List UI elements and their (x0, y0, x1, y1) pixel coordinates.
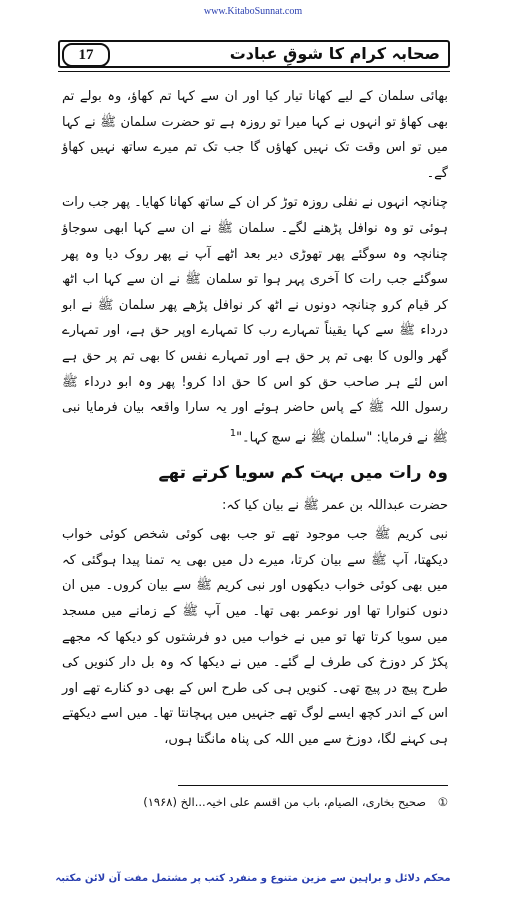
page-body (62, 84, 448, 757)
footnote-text: صحیح بخاری، الصیام، باب من اقسم علی اخیہ...الخ (۱۹۶۸) (143, 795, 427, 809)
footnote (62, 792, 448, 812)
footnote-marker: 1 (229, 427, 237, 439)
page-header (58, 40, 450, 68)
site-url[interactable]: www.KitaboSunnat.com (203, 6, 303, 17)
paragraph: بھائی سلمان کے لیے کھانا تیار کیا اور ان سے کہا تم کھاؤ، وہ بولے تم بھی کھاؤ تو انہوں نے کہا میرا تو روزہ ہے تو حضرت سلمان ﷺ نے کہا میں تو اس وقت تک نہیں کھاؤں گا جب تک تم میرے ساتھ نہیں کھاؤ گے۔ (62, 89, 448, 181)
paragraph-text: چنانچہ انہوں نے نفلی روزہ توڑ کر ان کے ساتھ کھانا کھایا۔ پھر جب رات ہوئی تو وہ نوافل پڑھنے لگے۔ سلمان ﷺ نے ان سے کہا ابھی سوجاؤ چنانچہ وہ سوگئے پھر تھوڑی دیر بعد اٹھے آپ نے پھر روک دیا وہ پھر سوگئے جب رات کا آخری پہر ہوا تو سلمان ﷺ نے ان سے کہا اب اٹھ کر قیام کرو چنانچہ دونوں نے اٹھ کر نوافل پڑھے پھر سلمان ﷺ نے ابو درداء ﷺ سے کہا یقیناً تمہارے رب کا تمہارے اوپر حق ہے، اور تمہارے گھر والوں کا بھی تم پر حق ہے اور تمہارے نفس کا بھی تم پر حق ہے اس لئے ہر صاحب حق کو اس کا حق ادا کرو! پھر وہ ابو درداء ﷺ رسول اللہ ﷺ کے پاس حاضر ہوئے اور یہ سارا واقعہ بیان فرمایا نبی ﷺ نے فرمایا: "سلمان ﷺ نے سچ کہا۔" (62, 195, 448, 446)
bottom-promo-banner[interactable]: محکم دلائل و براہین سے مزین متنوع و منفرد کتب پر مشتمل مفت آن لائن مکتبہ (55, 873, 451, 884)
footnote-divider (178, 785, 448, 786)
header-divider (58, 71, 450, 72)
section-heading: وہ رات میں بہت کم سویا کرتے تھے (158, 462, 448, 483)
paragraph (62, 190, 448, 450)
paragraph: نبی کریم ﷺ جب موجود تھے تو جب بھی کوئی شخص کوئی خواب دیکھتا، آپ ﷺ سے بیان کرتا، میرے دل میں بھی یہ تمنا پیدا ہوگئی کہ میں بھی کوئی خواب دیکھوں اور نبی کریم ﷺ سے بیان کروں۔ میں ان دنوں کنوارا تھا اور نوعمر بھی تھا۔ میں آپ ﷺ کے زمانے میں مسجد میں سویا کرتا تھا تو میں نے خواب میں دو فرشتوں کو دیکھا کہ مجھے پکڑ کر دوزخ کی طرف لے گئے۔ میں نے دیکھا کہ وہ بل دار کنویں کی طرح پیچ در پیچ تھی۔ کنویں ہی کی طرح اس کے بھی دو کنارے تھے اور اس کے اندر کچھ ایسے لوگ تھے جنہیں میں پہچانتا تھا۔ میں اسے دیکھتے ہی کہنے لگا، دوزخ سے میں اللہ کی پناہ مانگتا ہوں، (62, 527, 448, 747)
paragraph: حضرت عبداللہ بن عمر ﷺ نے بیان کیا کہ: (222, 497, 448, 513)
book-title: صحابہ کرام کا شوقِ عبادت (229, 44, 440, 63)
footnote-number: ① (437, 795, 448, 809)
page-number: 17 (62, 43, 110, 67)
